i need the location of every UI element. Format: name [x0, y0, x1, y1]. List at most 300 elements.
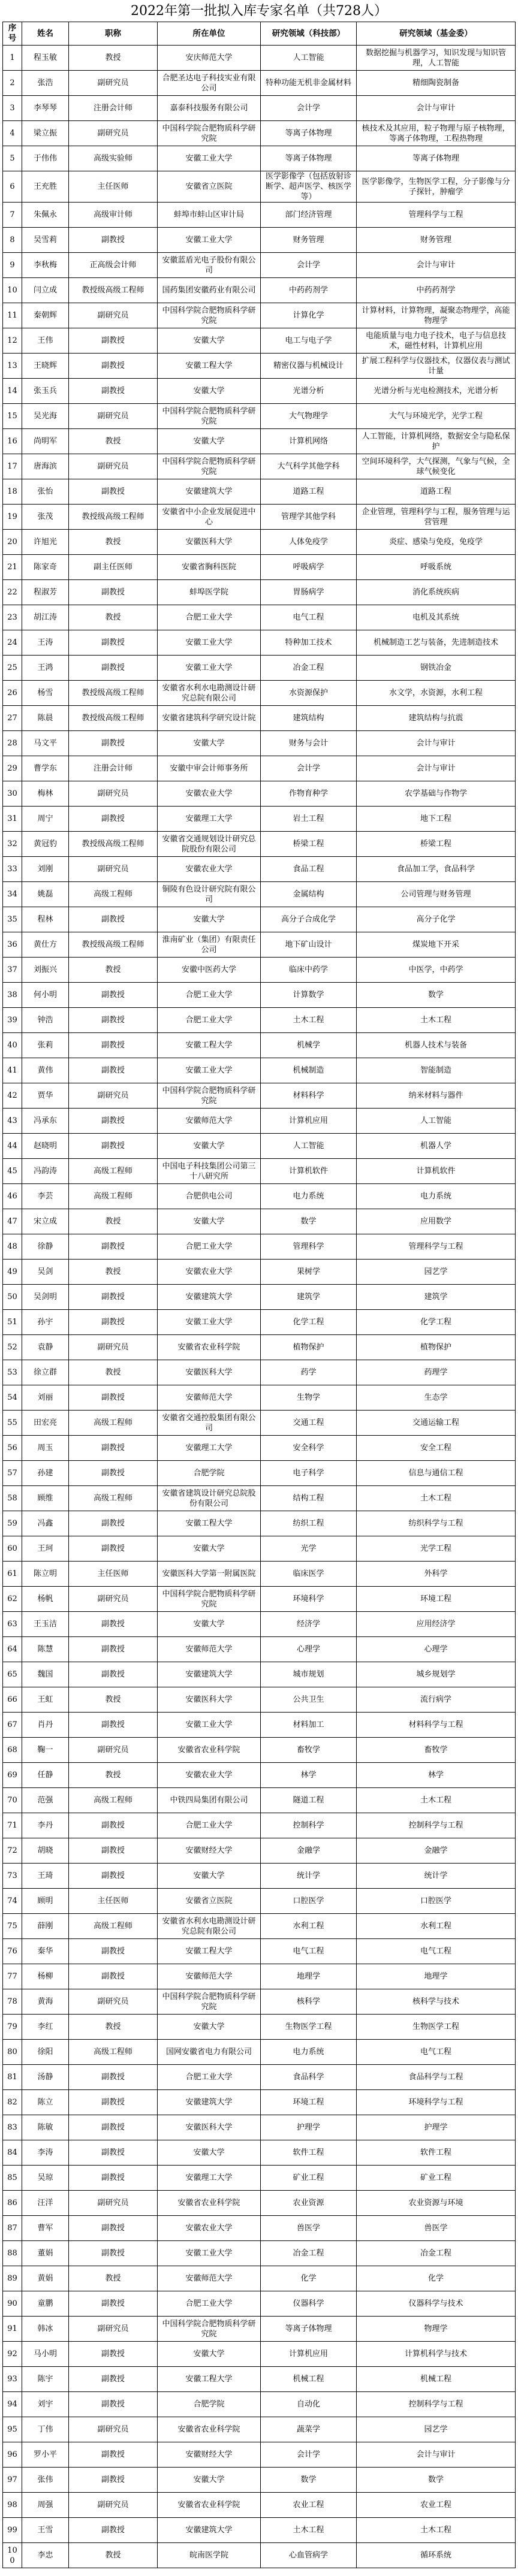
cell-field-most: 中药药剂学	[261, 278, 357, 303]
cell-title: 副教授	[69, 2367, 158, 2392]
cell-index: 16	[3, 429, 22, 454]
cell-index: 71	[3, 1813, 22, 1838]
table-row	[3, 2115, 516, 2140]
cell-name: 王伟	[22, 328, 69, 354]
cell-index: 15	[3, 404, 22, 429]
cell-field-most: 土木工程	[261, 2518, 357, 2543]
cell-title: 副教授	[69, 1939, 158, 1964]
cell-field-nsfc: 农业资源与环境	[357, 2191, 516, 2216]
cell-name: 许旭光	[22, 530, 69, 555]
cell-field-nsfc: 应用经济学	[357, 1612, 516, 1637]
table-row	[3, 2442, 516, 2468]
cell-index: 74	[3, 1889, 22, 1914]
cell-index: 82	[3, 2090, 22, 2115]
table-row	[3, 1310, 516, 1335]
cell-title: 主任医师	[69, 1889, 158, 1914]
cell-field-most: 农业资源	[261, 2191, 357, 2216]
cell-index: 32	[3, 832, 22, 857]
cell-name: 鞠一	[22, 1738, 69, 1763]
cell-index: 19	[3, 505, 22, 530]
cell-name: 王珂	[22, 1536, 69, 1562]
cell-field-most: 兽医学	[261, 2216, 357, 2241]
cell-title: 副教授	[69, 354, 158, 379]
table-row	[3, 907, 516, 932]
cell-field-nsfc: 扩展工程科学与仪器技术，仪器仪表与测试计量	[357, 354, 516, 379]
cell-name: 田宏亮	[22, 1411, 69, 1436]
table-body	[3, 46, 516, 2568]
table-row	[3, 932, 516, 958]
cell-name: 何小明	[22, 983, 69, 1008]
cell-field-nsfc: 控制科学与工程	[357, 2392, 516, 2417]
cell-field-most: 数学	[261, 2468, 357, 2493]
table-row	[3, 1159, 516, 1184]
cell-index: 88	[3, 2241, 22, 2266]
cell-field-nsfc: 等离子体物理	[357, 146, 516, 171]
cell-title: 高级工程师	[69, 1486, 158, 1511]
cell-name: 闫立成	[22, 278, 69, 303]
cell-title: 高级工程师	[69, 2040, 158, 2065]
cell-index: 50	[3, 1285, 22, 1310]
table-row	[3, 379, 516, 404]
cell-index: 17	[3, 454, 22, 479]
cell-field-most: 植物保护	[261, 1335, 357, 1360]
cell-field-nsfc: 光谱分析与光电检测技术，光谱分析	[357, 379, 516, 404]
table-row	[3, 1008, 516, 1033]
table-row	[3, 303, 516, 328]
cell-field-most: 纺织工程	[261, 1511, 357, 1536]
cell-field-nsfc: 机器人技术与装备	[357, 1033, 516, 1058]
cell-field-nsfc: 环境工程	[357, 1587, 516, 1612]
cell-name: 王琦	[22, 1864, 69, 1889]
cell-name: 秦朝辉	[22, 303, 69, 328]
table-row	[3, 1989, 516, 2015]
cell-name: 孙建	[22, 1461, 69, 1486]
cell-field-nsfc: 心理学	[357, 1637, 516, 1662]
cell-field-most: 核科学	[261, 1989, 357, 2015]
cell-index: 92	[3, 2342, 22, 2367]
cell-field-nsfc: 流行病学	[357, 1687, 516, 1713]
cell-field-nsfc: 林学	[357, 1763, 516, 1788]
table-row	[3, 121, 516, 146]
cell-field-most: 机械学	[261, 1033, 357, 1058]
cell-unit: 安徽理工大学	[158, 2166, 261, 2191]
cell-name: 冯承东	[22, 1109, 69, 1134]
table-row	[3, 1083, 516, 1109]
cell-unit: 合肥工业大学	[158, 2291, 261, 2317]
cell-index: 94	[3, 2392, 22, 2417]
cell-unit: 中国科学院合肥物质科学研究院	[158, 1083, 261, 1109]
table-row	[3, 1612, 516, 1637]
cell-title: 副教授	[69, 1033, 158, 1058]
cell-field-nsfc: 药理学	[357, 1360, 516, 1385]
cell-unit: 合肥学院	[158, 2392, 261, 2417]
table-row	[3, 2543, 516, 2568]
cell-unit: 合肥工业大学	[158, 2065, 261, 2090]
cell-field-nsfc: 统计学	[357, 1864, 516, 1889]
cell-title: 副研究员	[69, 1587, 158, 1612]
cell-index: 51	[3, 1310, 22, 1335]
cell-field-nsfc: 企业管理，管理科学与工程，服务管理与运营管理	[357, 505, 516, 530]
cell-field-nsfc: 计算机科学与技术	[357, 2342, 516, 2367]
cell-field-most: 等离子体物理	[261, 121, 357, 146]
table-row	[3, 1914, 516, 1939]
cell-field-most: 食品科学	[261, 2065, 357, 2090]
cell-unit: 安徽大学	[158, 2468, 261, 2493]
cell-title: 主任医师	[69, 171, 158, 203]
cell-title: 副教授	[69, 2468, 158, 2493]
cell-unit: 安徽工程大学	[158, 1511, 261, 1536]
cell-name: 陈立明	[22, 1562, 69, 1587]
cell-index: 3	[3, 96, 22, 121]
table-row	[3, 1285, 516, 1310]
cell-field-nsfc: 电能质量与电力电子技术，电子与信息技术，磁性材料，计算机应用	[357, 328, 516, 354]
table-row	[3, 454, 516, 479]
cell-name: 贾华	[22, 1083, 69, 1109]
table-row	[3, 807, 516, 832]
cell-field-most: 经济学	[261, 1612, 357, 1637]
cell-field-nsfc: 建筑学	[357, 1285, 516, 1310]
cell-title: 副教授	[69, 2392, 158, 2417]
cell-name: 吴雪莉	[22, 228, 69, 253]
cell-index: 62	[3, 1587, 22, 1612]
cell-index: 1	[3, 46, 22, 71]
cell-index: 36	[3, 932, 22, 958]
cell-field-nsfc: 电力系统	[357, 1184, 516, 1209]
cell-name: 王虹	[22, 1687, 69, 1713]
table-row	[3, 656, 516, 681]
cell-field-most: 道路工程	[261, 479, 357, 505]
cell-name: 曹军	[22, 2216, 69, 2241]
cell-title: 教授级高级工程师	[69, 505, 158, 530]
cell-field-most: 部门经济管理	[261, 203, 357, 228]
cell-index: 45	[3, 1159, 22, 1184]
cell-field-most: 计算机网络	[261, 429, 357, 454]
cell-unit: 安徽省交通控股集团有限公司	[158, 1411, 261, 1436]
cell-field-nsfc: 农学基础与作物学	[357, 781, 516, 807]
cell-unit: 安徽工业大学	[158, 2241, 261, 2266]
cell-name: 张浩	[22, 71, 69, 96]
cell-unit: 安徽医科大学	[158, 2115, 261, 2140]
cell-unit: 安徽大学	[158, 379, 261, 404]
table-row	[3, 1713, 516, 1738]
cell-index: 97	[3, 2468, 22, 2493]
cell-unit: 国药集团安徽药业有限公司	[158, 278, 261, 303]
cell-field-most: 计算机应用	[261, 1109, 357, 1134]
table-row	[3, 1939, 516, 1964]
cell-field-nsfc: 机械工程	[357, 2367, 516, 2392]
cell-field-nsfc: 矿业工程	[357, 2166, 516, 2191]
cell-index: 48	[3, 1234, 22, 1260]
cell-index: 29	[3, 756, 22, 781]
cell-name: 罗小平	[22, 2442, 69, 2468]
cell-field-most: 财务管理	[261, 228, 357, 253]
cell-field-most: 大气科学其他学科	[261, 454, 357, 479]
cell-unit: 安徽大学	[158, 1536, 261, 1562]
cell-field-most: 光学	[261, 1536, 357, 1562]
cell-unit: 安徽师范大学	[158, 1109, 261, 1134]
cell-field-nsfc: 中医学，中药学	[357, 958, 516, 983]
cell-field-most: 口腔医学	[261, 1889, 357, 1914]
cell-field-nsfc: 纺织科学与工程	[357, 1511, 516, 1536]
cell-field-most: 计算机应用	[261, 2342, 357, 2367]
cell-index: 22	[3, 580, 22, 605]
cell-name: 梁立振	[22, 121, 69, 146]
document-title: 2022年第一批拟入库专家名单（共728人）	[131, 4, 387, 19]
cell-unit: 安徽工程大学	[158, 2367, 261, 2392]
cell-unit: 中国科学院合肥物质科学研究院	[158, 454, 261, 479]
cell-name: 徐静	[22, 1234, 69, 1260]
cell-title: 副教授	[69, 1310, 158, 1335]
cell-name: 王涛	[22, 630, 69, 656]
cell-title: 教授级高级工程师	[69, 832, 158, 857]
cell-title: 副教授	[69, 328, 158, 354]
cell-name: 宋立成	[22, 1209, 69, 1234]
cell-field-nsfc: 物理学	[357, 2317, 516, 2342]
cell-field-nsfc: 钢铁冶金	[357, 656, 516, 681]
cell-name: 黄伟	[22, 1058, 69, 1083]
cell-name: 马小明	[22, 2342, 69, 2367]
cell-field-nsfc: 土木工程	[357, 1008, 516, 1033]
table-row	[3, 328, 516, 354]
cell-unit: 安徽工业大学	[158, 656, 261, 681]
cell-field-nsfc: 公司管理与财务管理	[357, 882, 516, 907]
cell-field-most: 会计学	[261, 253, 357, 278]
cell-name: 刘振兴	[22, 958, 69, 983]
cell-name: 钟浩	[22, 1008, 69, 1033]
cell-index: 30	[3, 781, 22, 807]
cell-index: 34	[3, 882, 22, 907]
cell-name: 杨柳	[22, 1964, 69, 1989]
cell-title: 副教授	[69, 1134, 158, 1159]
cell-title: 注册会计师	[69, 756, 158, 781]
cell-name: 李琴琴	[22, 96, 69, 121]
cell-field-most: 计算机软件	[261, 1159, 357, 1184]
cell-name: 唐海滨	[22, 454, 69, 479]
cell-title: 高级工程师	[69, 1788, 158, 1813]
cell-field-nsfc: 冶金工程	[357, 2241, 516, 2266]
table-row	[3, 203, 516, 228]
cell-unit: 安徽大学	[158, 328, 261, 354]
cell-field-nsfc: 控制科学与工程	[357, 1813, 516, 1838]
cell-field-nsfc: 环境科学与工程	[357, 2090, 516, 2115]
cell-index: 35	[3, 907, 22, 932]
table-row	[3, 983, 516, 1008]
cell-name: 吴琼	[22, 2166, 69, 2191]
cell-title: 副教授	[69, 2115, 158, 2140]
table-row	[3, 1335, 516, 1360]
cell-title: 副教授	[69, 1964, 158, 1989]
cell-unit: 安徽师范大学	[158, 1385, 261, 1411]
cell-index: 89	[3, 2266, 22, 2291]
table-row	[3, 1234, 516, 1260]
cell-field-nsfc: 安全工程	[357, 1436, 516, 1461]
cell-index: 42	[3, 1083, 22, 1109]
cell-field-most: 机械工程	[261, 2367, 357, 2392]
cell-field-most: 生物医学工程	[261, 2015, 357, 2040]
cell-title: 主任医师	[69, 1562, 158, 1587]
cell-unit: 中国科学院合肥物质科学研究院	[158, 1587, 261, 1612]
cell-index: 49	[3, 1260, 22, 1285]
cell-index: 53	[3, 1360, 22, 1385]
table-row	[3, 1209, 516, 1234]
cell-unit: 安徽工业大学	[158, 1310, 261, 1335]
cell-name: 秦华	[22, 1939, 69, 1964]
cell-index: 58	[3, 1486, 22, 1511]
cell-field-nsfc: 护理学	[357, 2115, 516, 2140]
cell-field-most: 水利工程	[261, 1914, 357, 1939]
cell-index: 2	[3, 71, 22, 96]
cell-name: 朱佩永	[22, 203, 69, 228]
cell-name: 黄海	[22, 1989, 69, 2015]
cell-title: 副研究员	[69, 1083, 158, 1109]
cell-title: 副研究员	[69, 404, 158, 429]
cell-index: 14	[3, 379, 22, 404]
cell-field-nsfc: 植物保护	[357, 1335, 516, 1360]
cell-unit: 安徽建筑大学	[158, 1662, 261, 1687]
cell-field-most: 胃肠病学	[261, 580, 357, 605]
cell-title: 副教授	[69, 2442, 158, 2468]
cell-field-nsfc: 生物医学工程	[357, 2015, 516, 2040]
expert-table	[2, 22, 516, 2568]
cell-title: 副教授	[69, 379, 158, 404]
cell-title: 副教授	[69, 2342, 158, 2367]
cell-field-nsfc: 管理科学与工程	[357, 203, 516, 228]
cell-title: 副研究员	[69, 781, 158, 807]
cell-unit: 蚌埠医学院	[158, 580, 261, 605]
cell-name: 王雪	[22, 2518, 69, 2543]
cell-index: 60	[3, 1536, 22, 1562]
cell-field-nsfc: 建筑结构与抗震	[357, 706, 516, 731]
cell-index: 95	[3, 2417, 22, 2442]
cell-title: 副教授	[69, 1662, 158, 1687]
cell-name: 任静	[22, 1763, 69, 1788]
cell-index: 61	[3, 1562, 22, 1587]
cell-field-nsfc: 农业工程	[357, 2493, 516, 2518]
cell-index: 77	[3, 1964, 22, 1989]
cell-index: 100	[3, 2543, 22, 2568]
cell-field-most: 畜牧学	[261, 1738, 357, 1763]
cell-field-most: 会计学	[261, 756, 357, 781]
cell-unit: 安徽工程大学	[158, 1033, 261, 1058]
cell-name: 吴光海	[22, 404, 69, 429]
cell-title: 教授	[69, 1209, 158, 1234]
cell-field-most: 交通工程	[261, 1411, 357, 1436]
cell-field-most: 自动化	[261, 2392, 357, 2417]
cell-unit: 安徽工程大学	[158, 354, 261, 379]
cell-title: 副教授	[69, 1536, 158, 1562]
cell-index: 43	[3, 1109, 22, 1134]
cell-unit: 中国科学院合肥物质科学研究院	[158, 2317, 261, 2342]
cell-field-most: 光谱分析	[261, 379, 357, 404]
table-row	[3, 756, 516, 781]
cell-field-most: 建筑结构	[261, 706, 357, 731]
cell-index: 37	[3, 958, 22, 983]
table-row	[3, 580, 516, 605]
cell-field-most: 地下矿山设计	[261, 932, 357, 958]
cell-field-nsfc: 循环系统	[357, 2543, 516, 2568]
cell-unit: 中铁四局集团有限公司	[158, 1788, 261, 1813]
cell-field-most: 电气工程	[261, 1939, 357, 1964]
cell-title: 高级工程师	[69, 1184, 158, 1209]
cell-index: 54	[3, 1385, 22, 1411]
cell-title: 教授级高级工程师	[69, 706, 158, 731]
cell-unit: 安徽农业大学	[158, 1260, 261, 1285]
cell-title: 副教授	[69, 479, 158, 505]
cell-name: 张伟	[22, 2468, 69, 2493]
cell-unit: 合肥工业大学	[158, 605, 261, 630]
cell-field-nsfc: 化学	[357, 2266, 516, 2291]
cell-name: 黄仕方	[22, 932, 69, 958]
cell-index: 55	[3, 1411, 22, 1436]
cell-title: 副教授	[69, 2090, 158, 2115]
cell-field-most: 农业工程	[261, 2493, 357, 2518]
cell-unit: 安徽财经大学	[158, 2442, 261, 2468]
cell-name: 黄冠豹	[22, 832, 69, 857]
cell-index: 39	[3, 1008, 22, 1033]
cell-unit: 安徽蓝盾光电子股份有限公司	[158, 253, 261, 278]
cell-index: 5	[3, 146, 22, 171]
cell-field-nsfc: 金融学	[357, 1838, 516, 1864]
table-row	[3, 1562, 516, 1587]
table-row	[3, 2518, 516, 2543]
cell-field-nsfc: 园艺学	[357, 2417, 516, 2442]
cell-title: 注册会计师	[69, 96, 158, 121]
table-row	[3, 1184, 516, 1209]
cell-field-nsfc: 大气与环境光学，光学工程	[357, 404, 516, 429]
cell-field-most: 生物学	[261, 1385, 357, 1411]
cell-field-nsfc: 人工智能，计算机网络，数据安全与隐私保护	[357, 429, 516, 454]
cell-field-most: 金融学	[261, 1838, 357, 1864]
cell-title: 副研究员	[69, 1989, 158, 2015]
cell-index: 4	[3, 121, 22, 146]
cell-field-nsfc: 智能制造	[357, 1058, 516, 1083]
column-header-unit: 所在单位	[158, 22, 261, 46]
cell-unit: 安徽农业大学	[158, 1763, 261, 1788]
cell-field-nsfc: 纳米材料与器件	[357, 1083, 516, 1109]
cell-field-nsfc: 城乡规划学	[357, 1662, 516, 1687]
cell-unit: 安徽工业大学	[158, 228, 261, 253]
cell-unit: 安徽农业大学	[158, 781, 261, 807]
cell-name: 李红	[22, 2015, 69, 2040]
cell-field-nsfc: 食品科学与工程	[357, 2065, 516, 2090]
cell-name: 陈家奇	[22, 555, 69, 580]
cell-field-nsfc: 园艺学	[357, 1260, 516, 1285]
cell-field-most: 公共卫生	[261, 1687, 357, 1713]
table-row	[3, 2040, 516, 2065]
cell-index: 63	[3, 1612, 22, 1637]
cell-title: 副教授	[69, 2216, 158, 2241]
cell-name: 张怡	[22, 479, 69, 505]
cell-field-most: 管理学其他学科	[261, 505, 357, 530]
table-row	[3, 1033, 516, 1058]
cell-name: 袁静	[22, 1335, 69, 1360]
cell-unit: 安徽省建筑科学研究设计院	[158, 706, 261, 731]
cell-field-nsfc: 水利工程	[357, 1914, 516, 1939]
cell-title: 副教授	[69, 907, 158, 932]
cell-field-most: 机械制造	[261, 1058, 357, 1083]
cell-name: 李芸	[22, 1184, 69, 1209]
table-row	[3, 2191, 516, 2216]
cell-unit: 安徽医科大学	[158, 530, 261, 555]
cell-title: 副教授	[69, 228, 158, 253]
cell-title: 副教授	[69, 1864, 158, 1889]
cell-field-most: 电工与电子学	[261, 328, 357, 354]
cell-unit: 中国科学院合肥物质科学研究院	[158, 1989, 261, 2015]
cell-name: 胡江涛	[22, 605, 69, 630]
cell-name: 周宁	[22, 807, 69, 832]
cell-unit: 安徽省农业科学院	[158, 1335, 261, 1360]
cell-field-most: 隧道工程	[261, 1788, 357, 1813]
